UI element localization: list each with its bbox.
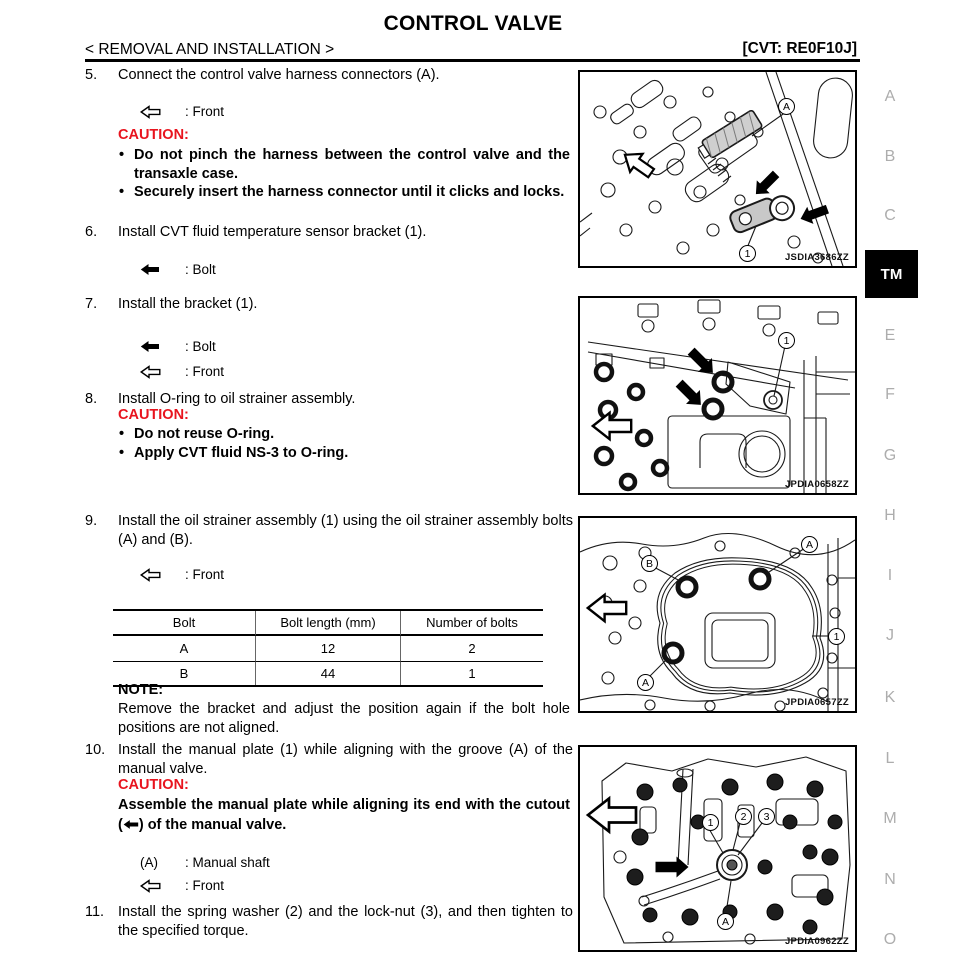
step-text: Install the manual plate (1) while aligning with the groove (A) of the manual valve. (118, 742, 573, 777)
step-text: Install the spring washer (2) and the lock-nut (3), and then tighten to the specified torque. (118, 904, 573, 939)
caution-bullet-text: Do not reuse O-ring. (134, 426, 275, 442)
callout-1: 1 (739, 245, 756, 262)
margin-tab-TM-active[interactable]: TM (865, 250, 918, 298)
step-9 (85, 512, 573, 549)
callout-1: 1 (778, 332, 795, 349)
margin-tab-J[interactable]: J (886, 627, 894, 644)
callout-2: 2 (735, 808, 752, 825)
callout-A-top: A (801, 536, 818, 553)
figure-line-art (580, 298, 855, 493)
callout-A: A (778, 98, 795, 115)
margin-tab-M[interactable]: M (883, 810, 897, 827)
legend-label: : Manual shaft (185, 855, 270, 870)
figure-code: JPDIA0658ZZ (784, 479, 849, 490)
caution-text-before: Assemble the manual plate while aligning its end with the cutout ( (118, 797, 570, 833)
caution-label: CAUTION: (118, 407, 189, 423)
legend-key: (A) (140, 855, 158, 870)
step-8 (85, 390, 573, 409)
callout-B: B (641, 555, 658, 572)
margin-tab-A[interactable]: A (884, 88, 896, 105)
step-text: Install the oil strainer assembly (1) using the oil strainer assembly bolts (A) and (B). (118, 513, 573, 548)
front-arrow-icon (140, 568, 161, 585)
bullet-dot: • (119, 444, 125, 461)
margin-tab-N[interactable]: N (884, 871, 896, 888)
table-header-cell: Number of bolts (400, 611, 543, 636)
step-number: 7. (85, 296, 98, 312)
caution-step8-bullets (118, 425, 570, 462)
legend-label: : Front (185, 878, 225, 893)
front-arrow-icon (140, 365, 161, 382)
legend-label: : Bolt (185, 262, 216, 277)
step-number: 11. (85, 904, 105, 920)
margin-tab-G[interactable]: G (883, 447, 897, 464)
table-cell: 2 (400, 636, 543, 662)
table-header-cell: Bolt (113, 611, 255, 636)
step-number: 10. (85, 742, 106, 758)
figure-harness-connectors (578, 70, 857, 268)
callout-3: 3 (758, 808, 775, 825)
figure-oil-strainer (578, 516, 857, 713)
margin-tab-F[interactable]: F (885, 386, 895, 403)
caution-label: CAUTION: (118, 777, 189, 793)
callout-1: 1 (828, 628, 845, 645)
figure-manual-plate (578, 745, 857, 952)
figure-code: JSDIA3686ZZ (784, 252, 849, 263)
caution-bullet-text: Do not pinch the harness between the control valve and the transaxle case. (134, 147, 570, 182)
table-row (113, 662, 543, 685)
margin-tab-K[interactable]: K (884, 689, 896, 706)
figure-code: JPDIA0657ZZ (784, 697, 849, 708)
figure-bracket (578, 296, 857, 495)
step-11 (85, 903, 573, 940)
step-text: Install O-ring to oil strainer assembly. (118, 391, 356, 407)
caution-bullet (118, 444, 570, 463)
margin-tab-L[interactable]: L (885, 750, 895, 767)
bullet-dot: • (119, 426, 125, 442)
margin-tab-I[interactable]: I (887, 567, 893, 584)
header-rule (85, 59, 860, 62)
table-cell: B (179, 666, 189, 681)
cutout-arrow-icon (123, 816, 139, 836)
caution-step10-text (118, 795, 570, 836)
bolt-arrow-icon (140, 263, 160, 279)
caution-bullet-text: Securely insert the harness connector until it clicks and locks. (134, 184, 565, 200)
step-number: 9. (85, 513, 98, 529)
step-5 (85, 66, 573, 85)
callout-1: 1 (702, 814, 719, 831)
table-cell: 1 (400, 662, 543, 685)
step-number: 5. (85, 67, 98, 83)
margin-tab-C[interactable]: C (884, 207, 896, 224)
step-text: Install CVT fluid temperature sensor bracket (1). (118, 224, 427, 240)
legend-label: : Front (185, 364, 225, 379)
table-header-cell: Bolt length (mm) (255, 611, 400, 636)
front-arrow-icon (140, 879, 161, 896)
table-cell: 44 (255, 662, 400, 685)
section-breadcrumb: < REMOVAL AND INSTALLATION > (85, 41, 335, 58)
legend-label: : Front (185, 567, 225, 582)
callout-A: A (717, 913, 734, 930)
callout-A-bottom: A (637, 674, 654, 691)
table-cell: 12 (255, 636, 400, 662)
caution-bullet (118, 183, 570, 202)
step-number: 6. (85, 224, 98, 240)
step-7 (85, 295, 573, 314)
caution-bullet (118, 146, 570, 183)
figure-code: JPDIA0962ZZ (784, 936, 849, 947)
step-6 (85, 223, 573, 242)
caution-label: CAUTION: (118, 127, 189, 143)
step-10 (85, 741, 573, 778)
table-cell: A (113, 636, 255, 662)
front-arrow-icon (140, 105, 161, 122)
page-title: CONTROL VALVE (383, 12, 563, 35)
bullet-dot: • (119, 147, 125, 163)
caution-bullet (118, 425, 570, 444)
legend-label: : Bolt (185, 339, 216, 354)
margin-tab-H[interactable]: H (884, 507, 896, 524)
model-code: [CVT: RE0F10J] (742, 40, 857, 57)
caution-step5-bullets (118, 146, 570, 202)
caution-bullet-text: Apply CVT fluid NS-3 to O-ring. (134, 444, 349, 461)
note-text: Remove the bracket and adjust the position again if the bolt hole positions are not aligned. (118, 701, 570, 736)
step-number: 8. (85, 391, 98, 407)
bolt-arrow-icon (140, 340, 160, 356)
caution-text-after: ) of the manual valve. (138, 817, 287, 833)
table-row (113, 636, 543, 662)
note-label: NOTE: (118, 682, 164, 698)
margin-tab-E[interactable]: E (884, 327, 896, 344)
table-header-row (113, 611, 543, 636)
legend-label: : Front (185, 104, 225, 119)
step-text: Install the bracket (1). (118, 296, 258, 312)
figure-line-art (580, 72, 855, 266)
bullet-dot: • (119, 184, 125, 200)
margin-tab-B[interactable]: B (884, 148, 896, 165)
bolt-table (113, 609, 543, 687)
step-text: Connect the control valve harness connectors (A). (118, 67, 440, 83)
margin-tab-O[interactable]: O (883, 931, 897, 948)
